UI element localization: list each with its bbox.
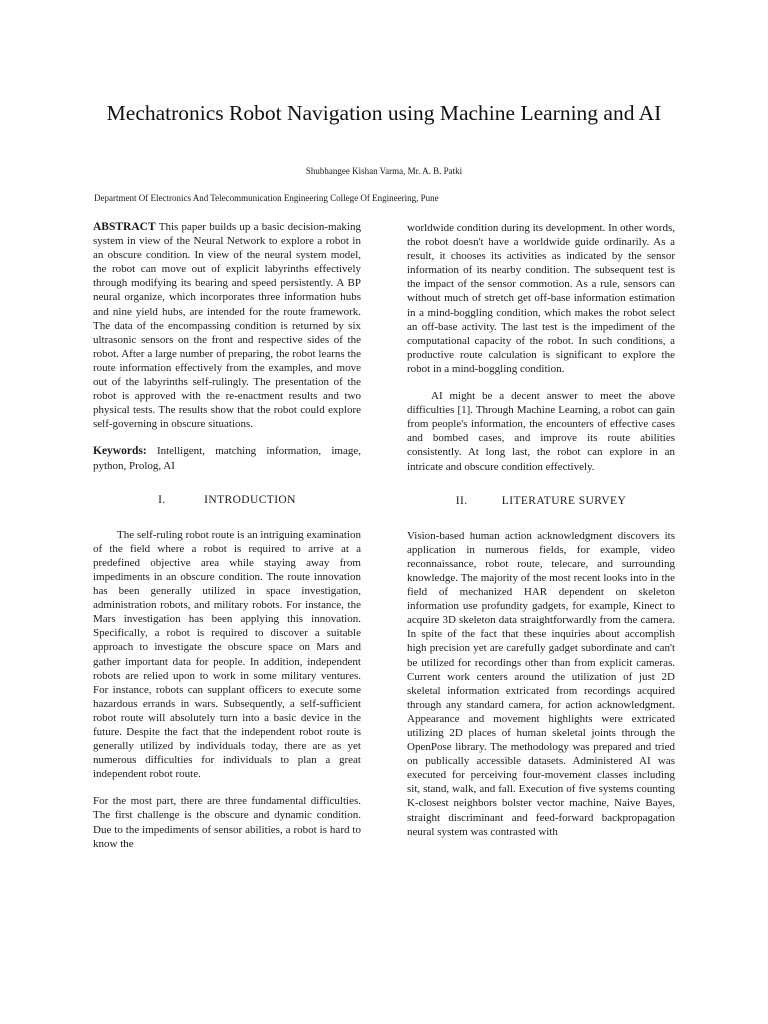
abstract-label: ABSTRACT xyxy=(93,221,156,233)
literature-paragraph-1: Vision-based human action acknowledgment discovers its application in numerous fields, for example, video reconnaissance, robot route, telecare, and surrounding knowledge. The majority of the most recent looks into in the field of mechanized HAR dependent on skeleton information use profundity gadgets, for example, Kinect to acquire 3D skeleton data straightforwardly from the camera. In spite of the fact that these inquiries about accomplish high precision yet are carefully gadget subordinate and can't be utilized for recordings other than from explicit cameras. Current work centers around the utilization of just 2D skeletal information extricated from recordings acquired through any standard camera, for action acknowledgment. Appearance and movement highlights were extricated utilizing 2D places of human skeletal joints through the OpenPose library. The methodology was prepared and tried on publically accessible datasets. Administered AI was executed for perceiving four-movement classes including sit, stand, walk, and fall. Execution of five systems counting K-closest neighbors bolster vector machine, Naive Bayes, straight discriminant and feed-forward backpropagation neural system was contrasted with xyxy=(407,529,675,838)
section-number: I. xyxy=(158,493,166,506)
section-title: LITERATURE SURVEY xyxy=(501,494,627,507)
abstract-paragraph xyxy=(93,220,361,431)
keywords-text: Intelligent, matching information, image, python, Prolog, AI xyxy=(93,445,361,472)
left-column xyxy=(93,220,361,851)
intro-paragraph-2: For the most part, there are three fundamental difficulties. The first challenge is the obscure and dynamic condition. Due to the impediments of sensor abilities, a robot is hard to know the xyxy=(93,795,361,850)
paper-title: Mechatronics Robot Navigation using Machine Learning and AI xyxy=(106,101,662,125)
affiliation-line: Department Of Electronics And Telecommunication Engineering College Of Engineering, Pune xyxy=(94,193,439,203)
right-column xyxy=(407,221,675,839)
intro-continued-paragraph-2: AI might be a decent answer to meet the above difficulties [1]. Through Machine Learning, a robot can gain from people's information, the encounters of effective cases and bombed cases, and improve its route abilities consistently. At long last, the robot can explore in an intricate and obscure condition effectively. xyxy=(407,390,675,473)
intro-paragraph-1: The self-ruling robot route is an intriguing examination of the field where a robot is required to arrive at a predefined objective area while staying away from impediments in an obscure condition. The route innovation has been generally utilized in space investigation, administration robots, and military robots. For instance, the Mars investigation has been applying this innovation. Specifically, a robot is required to discover a suitable approach to investigate the obscure space on Mars and gather important data for people. In addition, independent robots are relied upon to work in some military ventures. For instance, robots can supplant officers to execute some hazardous errands in wars. Subsequently, a self-sufficient robot route will absolutely turn into a basic device in the future. Despite the fact that the independent robot route is generally utilized by individuals today, there are as yet numerous difficulties for individuals to plan a great independent robot route. xyxy=(93,528,361,781)
keywords-paragraph xyxy=(93,444,361,472)
abstract-text: This paper builds up a basic decision-making system in view of the Neural Network to explore a robot in an obscure condition. In view of the neural system model, the robot can move out of explicit labyrinths effectively through modifying its bearing and speed persistently. A BP neural organize, which incorporates three information hubs and nine yield hubs, are intended for the route framework. The data of the encompassing condition is returned by six ultrasonic sensors on the front and respective sides of the robot. After a large number of preparing, the robot learns the route information effectively from the examples, and move out of the labyrinths self-rulingly. The presentation of the robot is approved with the re-enactment results and two physical tests. The results show that the robot could explore self-governing in obscure situations. xyxy=(93,221,361,431)
section-heading-literature-survey xyxy=(407,494,675,508)
authors-line: Shubhangee Kishan Varma, Mr. A. B. Patki xyxy=(305,166,463,176)
intro-continued-paragraph-1: worldwide condition during its development. In other words, the robot doesn't have a worldwide guide ordinarily. As a result, it chooses its activities as indicated by the sensor information of its nearby condition. The subsequent test is the impact of the sensor commotion. As a rule, sensors can without much of stretch get off-base information estimation in a mind-boggling condition, which makes the robot select an off-base activity. The last test is the impediment of the computational capacity of the robot. In such conditions, a productive route calculation is significant to explore the robot in a mind-boggling condition. xyxy=(407,222,675,375)
section-heading-introduction xyxy=(93,493,361,507)
keywords-label: Keywords: xyxy=(93,445,147,458)
section-number: II. xyxy=(455,494,468,507)
section-title: INTRODUCTION xyxy=(204,493,296,506)
